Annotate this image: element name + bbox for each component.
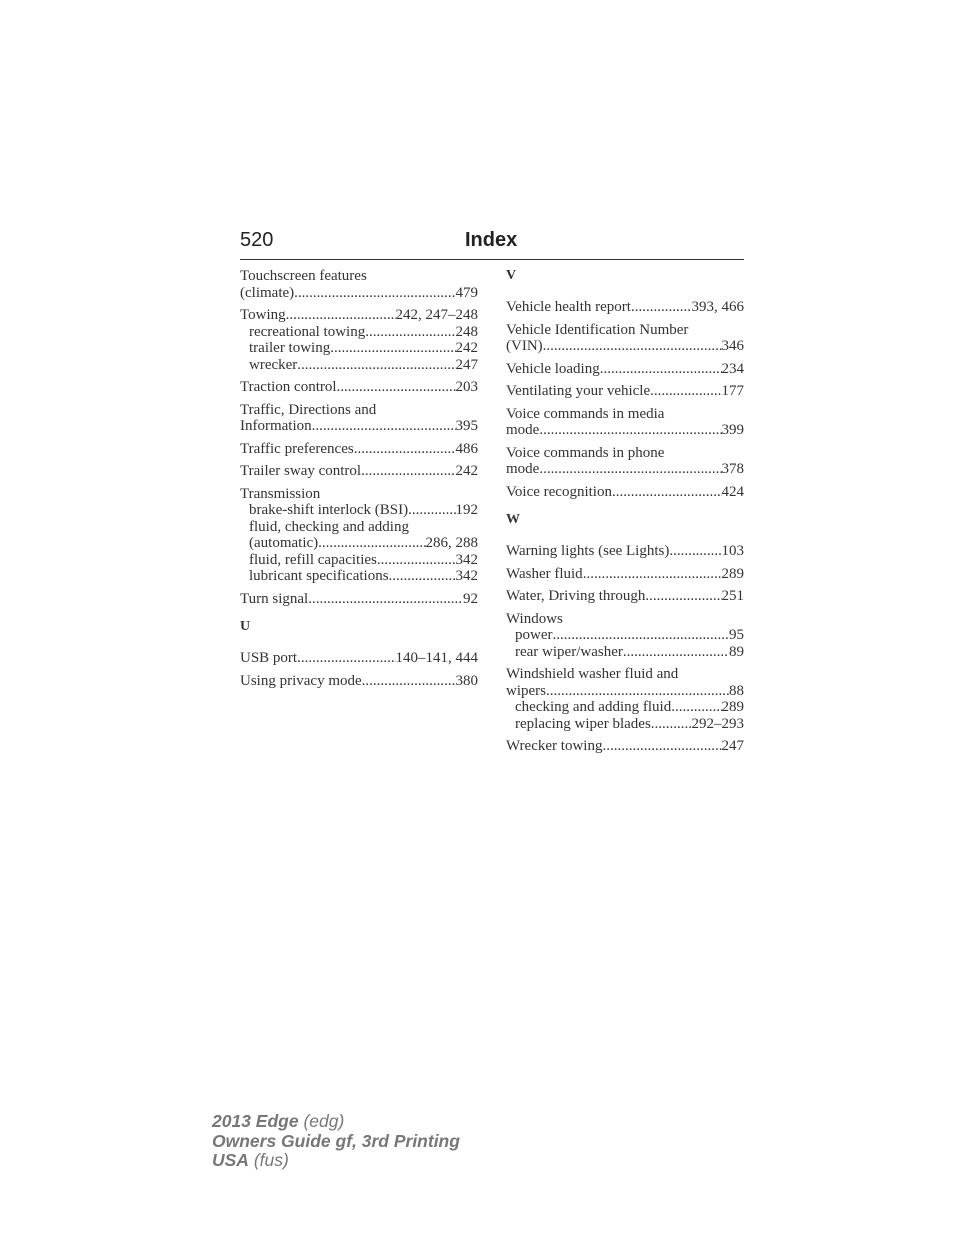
dot-leader xyxy=(583,566,722,583)
dot-leader xyxy=(650,383,721,400)
dot-leader xyxy=(361,463,455,480)
index-term: Water, Driving through xyxy=(506,588,646,604)
page-reference: 177 xyxy=(721,383,744,399)
index-entry-line xyxy=(240,402,478,419)
index-entry-line xyxy=(506,543,744,560)
index-term: trailer towing xyxy=(249,340,331,356)
index-entry xyxy=(506,484,744,501)
dot-leader xyxy=(669,543,721,560)
index-entry xyxy=(506,738,744,755)
index-entry xyxy=(506,611,744,661)
page-reference: 89 xyxy=(729,643,744,660)
index-term: brake-shift interlock (BSI) xyxy=(249,502,409,518)
page-reference: 247 xyxy=(721,738,744,754)
page-reference: 486 xyxy=(455,440,478,457)
index-entry xyxy=(506,406,744,439)
index-entry-line xyxy=(240,486,478,503)
index-entry-line xyxy=(506,406,744,423)
index-term: Vehicle loading xyxy=(506,360,600,377)
footer-model: 2013 Edge xyxy=(212,1111,299,1131)
index-entry-line xyxy=(240,441,478,458)
index-entry-line xyxy=(506,322,744,339)
page-reference: 286, 288 xyxy=(425,535,478,551)
index-term: (automatic) xyxy=(249,535,319,551)
dot-leader xyxy=(600,361,722,378)
index-term: Touchscreen features xyxy=(240,268,367,284)
dot-leader xyxy=(308,591,463,608)
index-entry-line xyxy=(506,738,744,755)
index-term: fluid, checking and adding xyxy=(249,518,409,535)
index-term: Voice recognition xyxy=(506,483,612,500)
index-subentry-line xyxy=(506,627,744,644)
page-title: Index xyxy=(465,229,518,251)
index-entry-line xyxy=(240,307,478,324)
index-term: Transmission xyxy=(240,485,321,502)
page-reference: 242 xyxy=(455,340,478,356)
index-subentry-line xyxy=(240,324,478,341)
index-term: checking and adding fluid xyxy=(515,699,672,715)
page-reference: 292–293 xyxy=(691,715,744,732)
index-entry-line xyxy=(506,422,744,439)
dot-leader xyxy=(408,502,455,519)
page-reference: 234 xyxy=(721,360,744,377)
index-term: Voice commands in media xyxy=(506,405,665,422)
page-reference: 289 xyxy=(721,565,744,582)
index-entry-line xyxy=(506,361,744,378)
page-reference: 380 xyxy=(455,672,478,689)
index-entry xyxy=(240,650,478,667)
index-term: fluid, refill capacities xyxy=(249,551,377,568)
page-reference: 203 xyxy=(455,379,478,395)
index-term: Ventilating your vehicle xyxy=(506,383,651,399)
index-entry xyxy=(506,361,744,378)
index-column-left xyxy=(240,268,478,695)
dot-leader xyxy=(612,484,722,501)
index-term: replacing wiper blades xyxy=(515,715,651,732)
index-entry-line xyxy=(240,379,478,396)
index-entry xyxy=(240,486,478,585)
index-entry xyxy=(240,673,478,690)
page-reference: 342 xyxy=(455,568,478,584)
index-entry xyxy=(240,268,478,301)
index-entry-line xyxy=(240,650,478,667)
page-reference: 346 xyxy=(721,338,744,354)
index-term: Vehicle health report xyxy=(506,299,631,315)
dot-leader xyxy=(553,627,730,644)
index-entry-line xyxy=(506,484,744,501)
footer-model-code: (edg) xyxy=(303,1111,345,1131)
index-entry xyxy=(240,441,478,458)
dot-leader xyxy=(546,683,729,700)
index-entry xyxy=(506,322,744,355)
index-entry xyxy=(506,566,744,583)
index-entry xyxy=(240,379,478,396)
index-entry xyxy=(506,588,744,605)
dot-leader xyxy=(651,716,692,733)
page-reference: 242, 247–248 xyxy=(395,307,478,323)
footer-guide: Owners Guide gf, 3rd Printing xyxy=(212,1130,460,1151)
index-entry-line xyxy=(240,673,478,690)
dot-leader xyxy=(297,357,455,374)
index-subentry-line xyxy=(240,552,478,569)
index-term: lubricant specifications xyxy=(249,568,389,584)
page-reference: 424 xyxy=(721,483,744,500)
page-reference: 242 xyxy=(455,463,478,479)
index-subentry-line xyxy=(240,502,478,519)
footer xyxy=(212,1112,460,1171)
index-term: (climate) xyxy=(240,284,295,301)
index-entry xyxy=(506,445,744,478)
index-term: power xyxy=(515,627,553,643)
dot-leader xyxy=(377,552,456,569)
index-entry-line xyxy=(240,463,478,480)
dot-leader xyxy=(318,535,425,552)
index-entry-line xyxy=(506,461,744,478)
footer-region-code: (fus) xyxy=(253,1150,289,1170)
dot-leader xyxy=(602,738,721,755)
index-entry xyxy=(506,383,744,400)
dot-leader xyxy=(365,324,455,341)
dot-leader xyxy=(286,307,396,324)
page-reference: 399 xyxy=(721,422,744,438)
index-entry-line xyxy=(240,418,478,435)
index-subentry-line xyxy=(240,535,478,552)
page-reference: 103 xyxy=(721,543,744,559)
dot-leader xyxy=(631,299,692,316)
dot-leader xyxy=(362,673,456,690)
dot-leader xyxy=(297,650,395,667)
index-term: Traffic preferences xyxy=(240,440,354,457)
index-entry-line xyxy=(506,588,744,605)
index-entry xyxy=(240,463,478,480)
dot-leader xyxy=(389,568,456,585)
index-entry xyxy=(240,307,478,373)
index-term: wipers xyxy=(506,682,546,699)
index-term: Traffic, Directions and xyxy=(240,401,377,418)
dot-leader xyxy=(671,699,721,716)
dot-leader xyxy=(645,588,721,605)
index-subentry-line xyxy=(240,340,478,357)
index-term: mode xyxy=(506,461,540,477)
page-reference: 342 xyxy=(455,551,478,568)
page-reference: 378 xyxy=(721,461,744,477)
index-term: Trailer sway control xyxy=(240,463,362,479)
page-reference: 479 xyxy=(455,284,478,301)
index-term: mode xyxy=(506,422,540,438)
index-letter-heading: W xyxy=(506,512,520,527)
index-entry-line xyxy=(506,683,744,700)
index-subentry-line xyxy=(506,644,744,661)
index-entry xyxy=(506,299,744,316)
dot-leader xyxy=(337,379,456,396)
page-reference: 95 xyxy=(729,627,744,643)
index-term: Vehicle Identification Number xyxy=(506,321,689,338)
index-letter-heading: V xyxy=(506,268,517,283)
index-entry-line xyxy=(506,338,744,355)
page-reference: 248 xyxy=(455,323,478,340)
index-entry-line xyxy=(506,383,744,400)
index-entry xyxy=(506,666,744,732)
index-entry-line xyxy=(506,299,744,316)
index-term: Towing xyxy=(240,307,286,323)
footer-region: USA xyxy=(212,1150,249,1170)
index-term: Warning lights (see Lights) xyxy=(506,543,670,559)
dot-leader xyxy=(539,461,721,478)
page-reference: 393, 466 xyxy=(691,299,744,315)
index-entry-line xyxy=(240,591,478,608)
page-reference: 247 xyxy=(455,356,478,373)
page-reference: 395 xyxy=(455,418,478,434)
index-term: rear wiper/washer xyxy=(515,643,623,660)
dot-leader xyxy=(330,340,455,357)
index-subentry-line xyxy=(240,519,478,536)
index-entry-line xyxy=(240,285,478,302)
dot-leader xyxy=(354,441,456,458)
index-subentry-line xyxy=(240,568,478,585)
page-number: 520 xyxy=(240,229,274,251)
index-term: (VIN) xyxy=(506,338,543,354)
index-term: Traction control xyxy=(240,379,337,395)
index-term: Information xyxy=(240,418,312,434)
page-reference: 92 xyxy=(463,590,478,607)
dot-leader xyxy=(623,644,729,661)
page-header xyxy=(240,229,744,260)
index-term: Turn signal xyxy=(240,590,309,607)
dot-leader xyxy=(312,418,456,435)
index-column-right xyxy=(506,268,744,761)
page-reference: 88 xyxy=(729,682,744,699)
index-entry-line xyxy=(506,611,744,628)
index-entry-line xyxy=(506,445,744,462)
index-term: USB port xyxy=(240,650,298,666)
page-reference: 289 xyxy=(721,699,744,715)
dot-leader xyxy=(543,338,722,355)
index-letter-heading: U xyxy=(240,619,251,634)
index-entry xyxy=(506,543,744,560)
index-entry-line xyxy=(240,268,478,285)
index-subentry-line xyxy=(240,357,478,374)
index-entry-line xyxy=(506,566,744,583)
index-term: Washer fluid xyxy=(506,565,583,582)
index-entry xyxy=(240,402,478,435)
dot-leader xyxy=(539,422,721,439)
index-term: Wrecker towing xyxy=(506,738,603,754)
index-subentry-line xyxy=(506,716,744,733)
index-term: wrecker xyxy=(249,356,298,373)
index-entry-line xyxy=(506,666,744,683)
index-entry xyxy=(240,591,478,608)
page-reference: 251 xyxy=(721,588,744,604)
index-term: Using privacy mode xyxy=(240,672,362,689)
page-reference: 192 xyxy=(455,502,478,518)
dot-leader xyxy=(294,285,455,302)
index-term: Voice commands in phone xyxy=(506,444,665,461)
index-term: recreational towing xyxy=(249,323,366,340)
index-term: Windshield washer fluid and xyxy=(506,666,679,682)
index-term: Windows xyxy=(506,610,563,627)
index-subentry-line xyxy=(506,699,744,716)
page-reference: 140–141, 444 xyxy=(395,650,478,666)
